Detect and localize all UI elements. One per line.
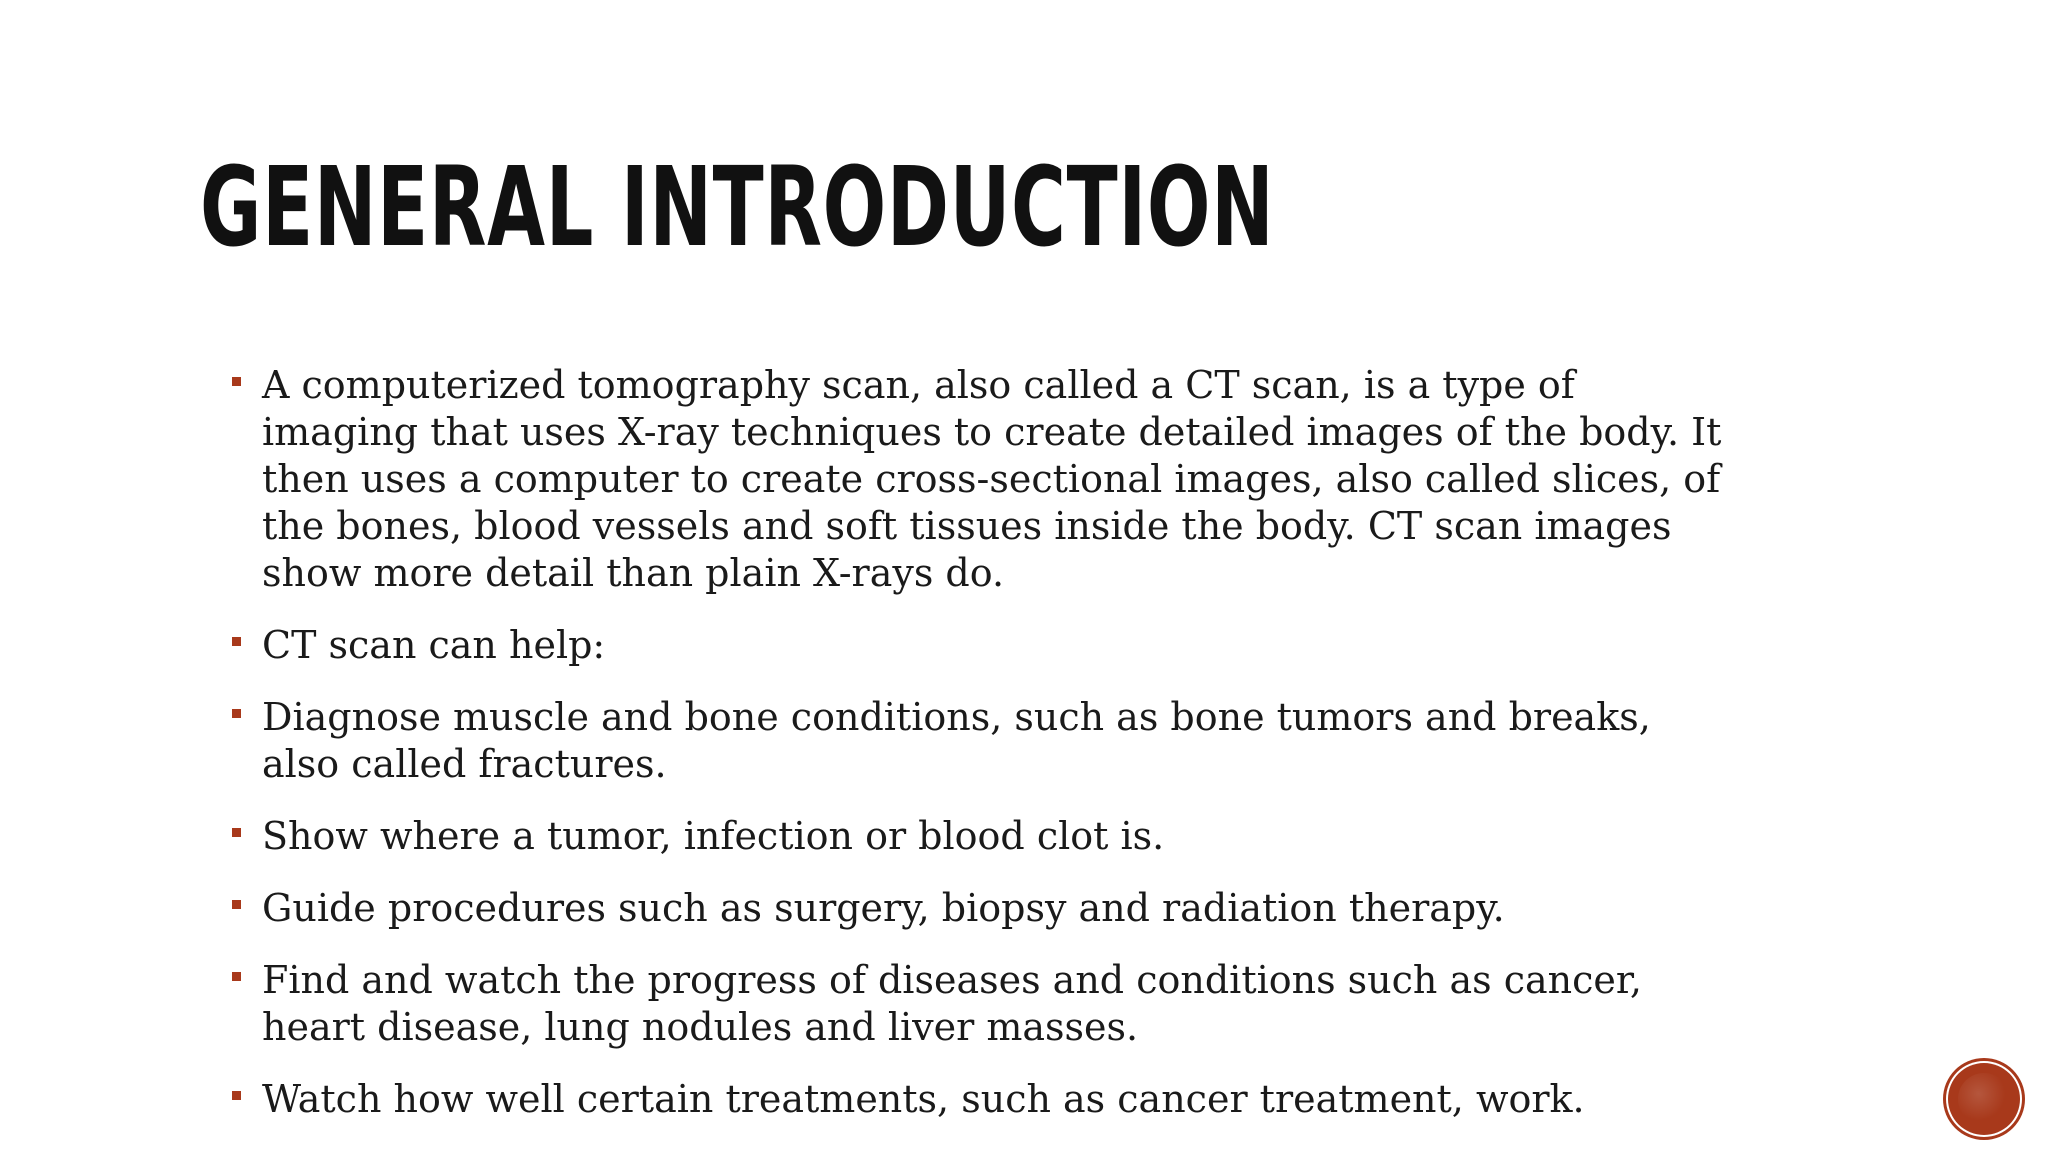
slide-circle-icon: [1948, 1063, 2020, 1135]
square-bullet-icon: [232, 972, 241, 981]
bullet-item: [232, 622, 1732, 669]
square-bullet-icon: [232, 709, 241, 718]
square-bullet-icon: [232, 1091, 241, 1100]
bullet-item: [232, 694, 1732, 788]
bullet-text: Guide procedures such as surgery, biopsy and radiation therapy.: [262, 886, 1505, 930]
slide-title: GENERAL INTRODUCTION: [200, 143, 1275, 271]
square-bullet-icon: [232, 828, 241, 837]
bullet-item: [232, 813, 1732, 860]
bullet-text: Show where a tumor, infection or blood clot is.: [262, 814, 1165, 858]
square-bullet-icon: [232, 377, 241, 386]
bullet-text: CT scan can help:: [262, 623, 606, 667]
bullet-item: [232, 1076, 1732, 1123]
bullet-item: [232, 957, 1732, 1051]
bullet-list: [232, 362, 1732, 1148]
bullet-text: A computerized tomography scan, also called a CT scan, is a type of imaging that uses X-ray techniques to create detailed images of the body. It then uses a computer to create cross-sectional images, also called slices, of the bones, blood vessels and soft tissues inside the body. CT scan images show more detail than plain X-rays do.: [262, 363, 1722, 595]
bullet-text: Watch how well certain treatments, such as cancer treatment, work.: [262, 1077, 1585, 1121]
bullet-text: Find and watch the progress of diseases and conditions such as cancer, heart disease, lung nodules and liver masses.: [262, 958, 1642, 1049]
bullet-text: Diagnose muscle and bone conditions, such as bone tumors and breaks, also called fractures.: [262, 695, 1651, 786]
bullet-item: [232, 362, 1732, 597]
square-bullet-icon: [232, 637, 241, 646]
square-bullet-icon: [232, 900, 241, 909]
bullet-item: [232, 885, 1732, 932]
